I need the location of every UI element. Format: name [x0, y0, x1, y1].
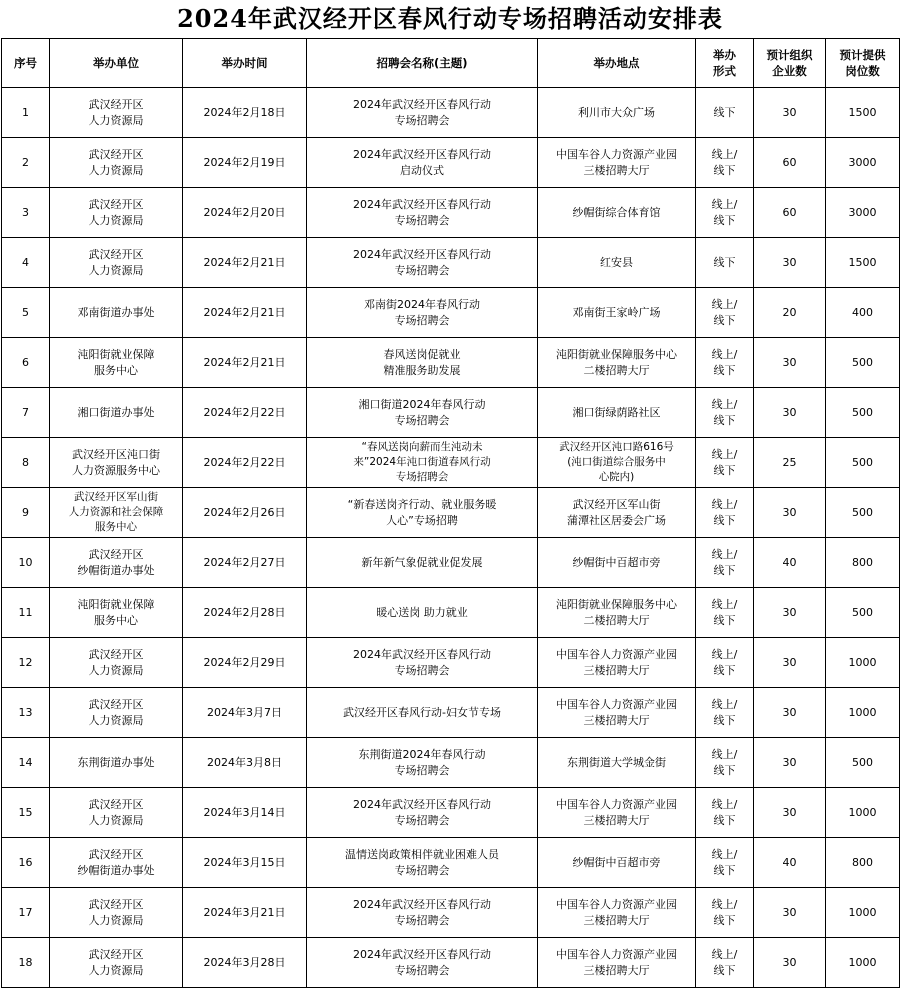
cell-index: 16 — [2, 838, 50, 888]
cell-positions: 1000 — [826, 788, 900, 838]
cell-positions: 3000 — [826, 188, 900, 238]
cell-format: 线上/ 线下 — [696, 188, 754, 238]
cell-date: 2024年2月27日 — [183, 538, 307, 588]
cell-date: 2024年2月29日 — [183, 638, 307, 688]
cell-event-name: 新年新气象促就业促发展 — [307, 538, 538, 588]
cell-index: 14 — [2, 738, 50, 788]
cell-index: 2 — [2, 138, 50, 188]
cell-venue: 红安县 — [538, 238, 696, 288]
table-row — [2, 538, 900, 588]
cell-organizer: 武汉经开区 人力资源局 — [50, 638, 183, 688]
cell-event-name: 春风送岗促就业 精准服务助发展 — [307, 338, 538, 388]
cell-organizer: 沌阳街就业保障 服务中心 — [50, 588, 183, 638]
cell-venue: 中国车谷人力资源产业园 三楼招聘大厅 — [538, 638, 696, 688]
cell-organizer: 武汉经开区军山街 人力资源和社会保障 服务中心 — [50, 488, 183, 538]
cell-date: 2024年3月14日 — [183, 788, 307, 838]
cell-organizer: 东荆街道办事处 — [50, 738, 183, 788]
cell-organizer: 武汉经开区 人力资源局 — [50, 938, 183, 988]
header-event-name: 招聘会名称(主题) — [307, 39, 538, 88]
cell-date: 2024年3月21日 — [183, 888, 307, 938]
cell-date: 2024年2月22日 — [183, 438, 307, 488]
cell-organizer: 武汉经开区 纱帽街道办事处 — [50, 838, 183, 888]
cell-venue: 纱帽街中百超市旁 — [538, 538, 696, 588]
cell-index: 15 — [2, 788, 50, 838]
cell-positions: 800 — [826, 538, 900, 588]
cell-event-name: 邓南街2024年春风行动 专场招聘会 — [307, 288, 538, 338]
cell-organizer: 武汉经开区 人力资源局 — [50, 188, 183, 238]
cell-venue: 沌阳街就业保障服务中心 二楼招聘大厅 — [538, 588, 696, 638]
cell-organizer: 武汉经开区 人力资源局 — [50, 88, 183, 138]
cell-event-name: 2024年武汉经开区春风行动 专场招聘会 — [307, 788, 538, 838]
cell-positions: 1000 — [826, 888, 900, 938]
table-row — [2, 138, 900, 188]
cell-date: 2024年2月28日 — [183, 588, 307, 638]
table-row — [2, 838, 900, 888]
cell-organizer: 武汉经开区 人力资源局 — [50, 238, 183, 288]
cell-format: 线上/ 线下 — [696, 788, 754, 838]
cell-date: 2024年3月28日 — [183, 938, 307, 988]
cell-companies: 30 — [754, 588, 826, 638]
cell-index: 17 — [2, 888, 50, 938]
cell-format: 线上/ 线下 — [696, 488, 754, 538]
cell-venue: 东荆街道大学城金街 — [538, 738, 696, 788]
table-row — [2, 788, 900, 838]
table-row — [2, 588, 900, 638]
cell-venue: 中国车谷人力资源产业园 三楼招聘大厅 — [538, 788, 696, 838]
cell-event-name: 东荆街道2024年春风行动 专场招聘会 — [307, 738, 538, 788]
cell-venue: 中国车谷人力资源产业园 三楼招聘大厅 — [538, 938, 696, 988]
cell-index: 4 — [2, 238, 50, 288]
cell-positions: 500 — [826, 738, 900, 788]
cell-index: 10 — [2, 538, 50, 588]
header-date: 举办时间 — [183, 39, 307, 88]
cell-date: 2024年2月26日 — [183, 488, 307, 538]
cell-format: 线上/ 线下 — [696, 738, 754, 788]
table-row — [2, 888, 900, 938]
cell-positions: 1000 — [826, 638, 900, 688]
cell-venue: 中国车谷人力资源产业园 三楼招聘大厅 — [538, 888, 696, 938]
cell-positions: 1000 — [826, 688, 900, 738]
cell-companies: 30 — [754, 938, 826, 988]
page-title: 2024年武汉经开区春风行动专场招聘活动安排表 — [177, 4, 723, 33]
cell-date: 2024年2月21日 — [183, 338, 307, 388]
cell-venue: 邓南街王家岭广场 — [538, 288, 696, 338]
table-row — [2, 188, 900, 238]
cell-organizer: 武汉经开区 纱帽街道办事处 — [50, 538, 183, 588]
cell-format: 线上/ 线下 — [696, 388, 754, 438]
cell-format: 线上/ 线下 — [696, 138, 754, 188]
cell-format: 线下 — [696, 238, 754, 288]
header-organizer: 举办单位 — [50, 39, 183, 88]
cell-format: 线下 — [696, 88, 754, 138]
cell-date: 2024年2月18日 — [183, 88, 307, 138]
cell-positions: 400 — [826, 288, 900, 338]
header-venue: 举办地点 — [538, 39, 696, 88]
cell-index: 3 — [2, 188, 50, 238]
cell-companies: 30 — [754, 688, 826, 738]
cell-companies: 60 — [754, 138, 826, 188]
cell-venue: 中国车谷人力资源产业园 三楼招聘大厅 — [538, 138, 696, 188]
table-row — [2, 388, 900, 438]
cell-organizer: 湘口街道办事处 — [50, 388, 183, 438]
cell-companies: 30 — [754, 88, 826, 138]
cell-event-name: 2024年武汉经开区春风行动 专场招聘会 — [307, 238, 538, 288]
header-row — [2, 39, 900, 88]
cell-companies: 30 — [754, 738, 826, 788]
cell-positions: 500 — [826, 338, 900, 388]
cell-event-name: “新春送岗齐行动、就业服务暖 人心”专场招聘 — [307, 488, 538, 538]
cell-organizer: 武汉经开区 人力资源局 — [50, 888, 183, 938]
header-index: 序号 — [2, 39, 50, 88]
cell-companies: 25 — [754, 438, 826, 488]
cell-companies: 30 — [754, 638, 826, 688]
cell-positions: 800 — [826, 838, 900, 888]
cell-companies: 30 — [754, 788, 826, 838]
cell-positions: 500 — [826, 488, 900, 538]
table-row — [2, 288, 900, 338]
header-positions: 预计提供 岗位数 — [826, 39, 900, 88]
cell-date: 2024年2月22日 — [183, 388, 307, 438]
table-row — [2, 88, 900, 138]
cell-index: 18 — [2, 938, 50, 988]
cell-positions: 1500 — [826, 88, 900, 138]
cell-date: 2024年2月20日 — [183, 188, 307, 238]
schedule-table — [1, 38, 900, 988]
cell-event-name: 暖心送岗 助力就业 — [307, 588, 538, 638]
table-row — [2, 638, 900, 688]
cell-index: 5 — [2, 288, 50, 338]
cell-venue: 武汉经开区沌口路616号 (沌口街道综合服务中 心院内) — [538, 438, 696, 488]
cell-index: 7 — [2, 388, 50, 438]
cell-venue: 沌阳街就业保障服务中心 二楼招聘大厅 — [538, 338, 696, 388]
table-row — [2, 488, 900, 538]
cell-companies: 40 — [754, 538, 826, 588]
cell-format: 线上/ 线下 — [696, 838, 754, 888]
cell-date: 2024年3月7日 — [183, 688, 307, 738]
cell-format: 线上/ 线下 — [696, 588, 754, 638]
cell-format: 线上/ 线下 — [696, 288, 754, 338]
cell-event-name: 湘口街道2024年春风行动 专场招聘会 — [307, 388, 538, 438]
cell-event-name: 2024年武汉经开区春风行动 专场招聘会 — [307, 938, 538, 988]
cell-format: 线上/ 线下 — [696, 538, 754, 588]
cell-format: 线上/ 线下 — [696, 438, 754, 488]
cell-organizer: 武汉经开区 人力资源局 — [50, 138, 183, 188]
cell-format: 线上/ 线下 — [696, 638, 754, 688]
cell-index: 8 — [2, 438, 50, 488]
cell-organizer: 武汉经开区沌口街 人力资源服务中心 — [50, 438, 183, 488]
cell-venue: 武汉经开区军山街 蒲潭社区居委会广场 — [538, 488, 696, 538]
table-row — [2, 738, 900, 788]
cell-organizer: 沌阳街就业保障 服务中心 — [50, 338, 183, 388]
cell-index: 9 — [2, 488, 50, 538]
cell-format: 线上/ 线下 — [696, 888, 754, 938]
cell-index: 13 — [2, 688, 50, 738]
cell-venue: 纱帽街综合体育馆 — [538, 188, 696, 238]
cell-positions: 500 — [826, 388, 900, 438]
table-row — [2, 438, 900, 488]
cell-positions: 3000 — [826, 138, 900, 188]
cell-format: 线上/ 线下 — [696, 688, 754, 738]
cell-companies: 60 — [754, 188, 826, 238]
cell-event-name: 2024年武汉经开区春风行动 专场招聘会 — [307, 188, 538, 238]
cell-date: 2024年2月21日 — [183, 288, 307, 338]
cell-companies: 30 — [754, 238, 826, 288]
cell-index: 6 — [2, 338, 50, 388]
cell-companies: 30 — [754, 488, 826, 538]
cell-companies: 40 — [754, 838, 826, 888]
header-format: 举办 形式 — [696, 39, 754, 88]
cell-companies: 30 — [754, 388, 826, 438]
cell-organizer: 邓南街道办事处 — [50, 288, 183, 338]
cell-date: 2024年3月8日 — [183, 738, 307, 788]
cell-companies: 30 — [754, 338, 826, 388]
cell-date: 2024年2月21日 — [183, 238, 307, 288]
cell-venue: 纱帽街中百超市旁 — [538, 838, 696, 888]
table-row — [2, 688, 900, 738]
cell-index: 1 — [2, 88, 50, 138]
cell-index: 12 — [2, 638, 50, 688]
cell-event-name: 2024年武汉经开区春风行动 专场招聘会 — [307, 88, 538, 138]
cell-companies: 20 — [754, 288, 826, 338]
cell-organizer: 武汉经开区 人力资源局 — [50, 688, 183, 738]
cell-companies: 30 — [754, 888, 826, 938]
cell-event-name: 2024年武汉经开区春风行动 专场招聘会 — [307, 888, 538, 938]
cell-venue: 利川市大众广场 — [538, 88, 696, 138]
cell-venue: 湘口街绿荫路社区 — [538, 388, 696, 438]
cell-positions: 1000 — [826, 938, 900, 988]
cell-date: 2024年3月15日 — [183, 838, 307, 888]
cell-positions: 500 — [826, 588, 900, 638]
table-row — [2, 338, 900, 388]
cell-event-name: 2024年武汉经开区春风行动 启动仪式 — [307, 138, 538, 188]
table-row — [2, 238, 900, 288]
cell-index: 11 — [2, 588, 50, 638]
cell-event-name: 温情送岗政策相伴就业困难人员 专场招聘会 — [307, 838, 538, 888]
cell-organizer: 武汉经开区 人力资源局 — [50, 788, 183, 838]
cell-event-name: 2024年武汉经开区春风行动 专场招聘会 — [307, 638, 538, 688]
cell-venue: 中国车谷人力资源产业园 三楼招聘大厅 — [538, 688, 696, 738]
cell-positions: 500 — [826, 438, 900, 488]
cell-format: 线上/ 线下 — [696, 938, 754, 988]
table-row — [2, 938, 900, 988]
cell-event-name: 武汉经开区春风行动-妇女节专场 — [307, 688, 538, 738]
header-companies: 预计组织 企业数 — [754, 39, 826, 88]
cell-positions: 1500 — [826, 238, 900, 288]
cell-date: 2024年2月19日 — [183, 138, 307, 188]
cell-format: 线上/ 线下 — [696, 338, 754, 388]
cell-event-name: “春风送岗向薪而生沌动未 来”2024年沌口街道春风行动 专场招聘会 — [307, 438, 538, 488]
